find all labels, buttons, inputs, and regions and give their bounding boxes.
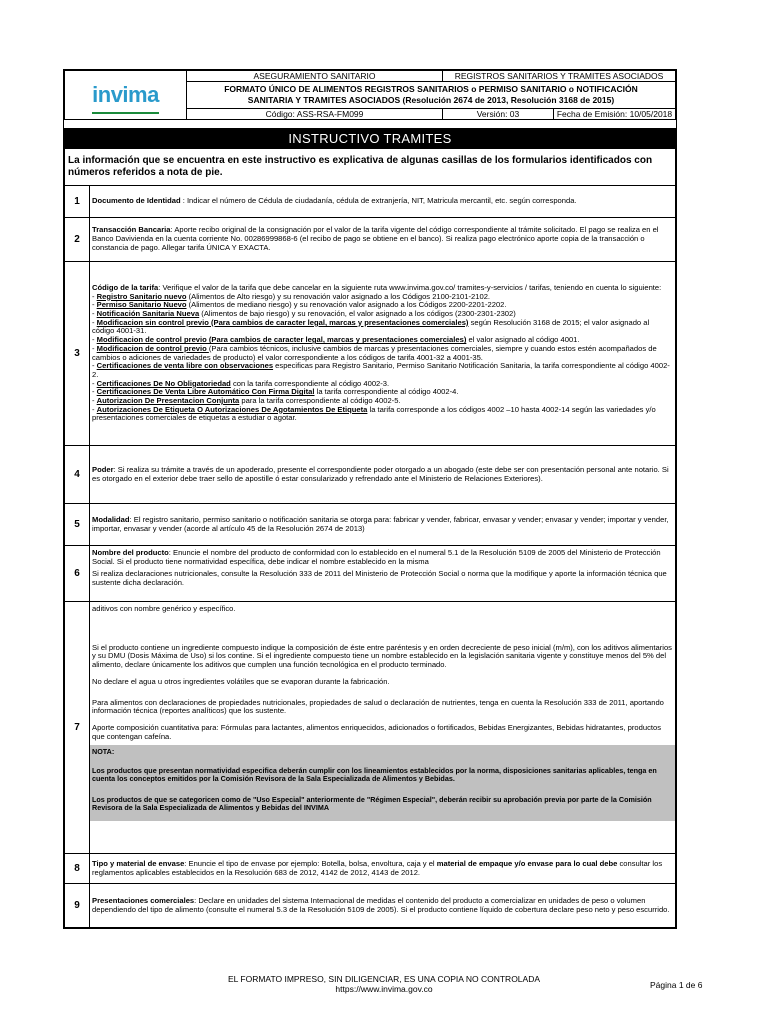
footer-disclaimer: EL FORMATO IMPRESO, SIN DILIGENCIAR, ES UNA COPIA NO CONTROLADA bbox=[227, 974, 541, 984]
item-text: el valor asignado al código 4001. bbox=[466, 335, 580, 345]
row-number: 5 bbox=[65, 504, 90, 546]
item-text: especificas para Registro Sanitario, Permiso Sanitario Notificación Sanitaria, la tarifa correspondiente al código 4002-2. bbox=[92, 361, 670, 379]
paragraph: Para alimentos con declaraciones de propiedades nutricionales, propiedades de salud o declaración de nutrientes, tenga en cuenta la Resolución 333 de 2011, aportando información técnica (reportes analíticos) que los sustente. bbox=[92, 697, 664, 716]
row-label: Poder bbox=[92, 464, 114, 474]
row-text: : Enuncie el tipo de envase por ejemplo: Botella, bolsa, envoltura, caja y el bbox=[184, 858, 437, 868]
row-label-2: material de empaque y/o envase para lo cual debe bbox=[436, 858, 618, 868]
row-number: 4 bbox=[65, 446, 90, 504]
row-label: Nombre del producto bbox=[92, 548, 169, 557]
item-label: Certificaciones De No Obligatoriedad bbox=[96, 378, 231, 388]
item-text: (Alimentos de mediano riesgo) y su renovación valor asignado a los Códigos 2200-2201-2202. bbox=[186, 300, 507, 310]
item-label: Notificación Sanitaria Nueva bbox=[96, 308, 200, 318]
row-content bbox=[90, 854, 676, 884]
list-item: - Permiso Sanitario Nuevo (Alimentos de mediano riesgo) y su renovación valor asignado a los Códigos 2200-2201-2202. bbox=[92, 300, 507, 310]
item-label: Permiso Sanitario Nuevo bbox=[96, 300, 187, 310]
row-content bbox=[90, 446, 676, 504]
paragraph: Aporte composición cuantitativa para: Fórmulas para lactantes, alimentos enriquecidos, adicionados o fortificados, Bebidas Energizantes, Bebidas hidratantes, productos que contengan cafeína. bbox=[92, 722, 662, 741]
table-row bbox=[65, 602, 676, 854]
table-row bbox=[65, 504, 676, 546]
area-cell: ASEGURAMIENTO SANITARIO bbox=[187, 71, 443, 82]
item-label: Registro Sanitario nuevo bbox=[96, 291, 187, 301]
list-item: - Autorizaciones De Etiqueta O Autorizaciones De Agotamientos De Etiqueta la tarifa corresponde a los códigos 4002 –10 hasta 4002-14 según las variedades y/o presentaciones comerciales de etiquetas a estudiar o agotar. bbox=[92, 404, 656, 423]
title-line-1: FORMATO ÚNICO DE ALIMENTOS REGISTROS SANITARIOS o PERMISO SANITARIO o NOTIFICACIÓN bbox=[224, 84, 638, 94]
table-row bbox=[65, 218, 676, 262]
row-label: Modalidad bbox=[92, 514, 130, 524]
row-content bbox=[90, 186, 676, 218]
list-item: - Certificaciones de venta libre con observaciones especificas para Registro Sanitario, Permiso Sanitario Notificación Sanitaria, la tarifa correspondiente al código 4002-2. bbox=[92, 361, 670, 379]
code-cell: Código: ASS-RSA-FM099 bbox=[187, 109, 443, 120]
instructions-table bbox=[64, 128, 676, 928]
item-label: Modificacion sin control previo (Para cambios de caracter legal, marcas y presentaciones comerciales) bbox=[96, 317, 469, 327]
version-cell: Versión: 03 bbox=[443, 109, 554, 120]
logo-cell bbox=[65, 71, 187, 120]
list-item: - Certificaciones De No Obligatoriedad con la tarifa correspondiente al código 4002-3. bbox=[92, 378, 390, 388]
nota-block bbox=[90, 745, 675, 821]
row-label: Presentaciones comerciales bbox=[92, 895, 195, 905]
title-line-2: SANITARIA Y TRAMITES ASOCIADOS (Resolución 2674 de 2013, Resolución 3168 de 2015) bbox=[247, 95, 615, 105]
table-row bbox=[65, 262, 676, 446]
row-label: Código de la tarifa bbox=[92, 282, 159, 292]
row-content bbox=[90, 218, 676, 262]
list-item: - Notificación Sanitaria Nueva (Alimentos de bajo riesgo) y su renovación, el valor asignado a los códigos (2300-2301-2302) bbox=[92, 308, 516, 318]
nota-paragraph: Los productos de que se categoricen como de "Uso Especial" anteriormente de "Régimen Especial", deberán recibir su aprobación previa por parte de la Comisión Revisora de la Sala Especializada de Alimentos y Bebidas del INVIMA bbox=[92, 794, 652, 812]
row-text-2: Si realiza declaraciones nutricionales, consulte la Resolución 333 de 2011 del Ministerio de Protección Social o norma que la modifique y aporte la información técnica que sustente dicha declaración. bbox=[92, 569, 667, 588]
row-text-2: consultar los reglamentos aplicables establecidos en la Resolución 683 de 2012, 4142 de 2012, 4143 de 2012. bbox=[92, 858, 663, 877]
item-text: (Alimentos de Alto riesgo) y su renovación valor asignado a los Códigos 2100-2101-2102. bbox=[186, 291, 491, 301]
emission-date-cell: Fecha de Emisión: 10/05/2018 bbox=[554, 109, 676, 120]
row-text: : Si realiza su trámite a través de un apoderado, presente el correspondiente poder otorgado a un abogado (este debe ser con presentación personal ante notario. Si es otorgado en el exterior debe traer sello de apostille ó estar consularizado y refrendado ante el Ministerio de Relaciones Exteriores). bbox=[92, 464, 669, 483]
row-label: Tipo y material de envase bbox=[92, 858, 185, 868]
list-item: - Modificacion de control previo (Para cambios de caracter legal, marcas y presentaciones comerciales) el valor asignado al código 4001. bbox=[92, 335, 580, 345]
item-text: la tarifa corresponde a los códigos 4002 –10 hasta 4002-14 según las variedades y/o presentaciones comerciales de etiquetas a estudiar o agotar. bbox=[92, 404, 656, 423]
list-item: - Registro Sanitario nuevo (Alimentos de Alto riesgo) y su renovación valor asignado a los Códigos 2100-2101-2102. bbox=[92, 291, 491, 301]
intro-text: La información que se encuentra en este instructivo es explicativa de algunas casillas de los formularios identificados con números referidos a nota de pie. bbox=[65, 149, 676, 186]
form-document bbox=[63, 69, 677, 929]
table-row bbox=[65, 884, 676, 928]
row-text: : Indicar el número de Cédula de ciudadanía, cédula de extranjería, NIT, Matricula mercantil, etc. según corresponda. bbox=[180, 196, 577, 206]
row-text: : Enuncie el nombre del producto de conformidad con lo establecido en el numeral 5.1 de la Resolución 5109 de 2005 del Ministerio de Protección Social. Si el producto tiene normatividad específica, debe indicar el nombre establecido en la misma bbox=[92, 548, 661, 566]
page-number: Página 1 de 6 bbox=[650, 980, 703, 990]
document-title bbox=[187, 82, 676, 109]
footer-url[interactable]: https://www.invima.gov.co bbox=[335, 984, 433, 994]
item-text: (Alimentos de bajo riesgo) y su renovación, el valor asignado a los códigos (2300-2301-2302) bbox=[199, 308, 516, 318]
row-number: 3 bbox=[65, 262, 90, 446]
row-text: : Verifique el valor de la tarifa que debe cancelar en la siguiente ruta www.invima.gov.co/ tramites-y-servicios / tarifas, teniendo en cuenta lo siguiente: bbox=[158, 282, 662, 292]
row-number: 1 bbox=[65, 186, 90, 218]
list-item: - Autorizacion De Presentacion Conjunta para la tarifa correspondiente al código 4002-5. bbox=[92, 396, 401, 406]
row-number: 8 bbox=[65, 854, 90, 884]
nota-paragraph: Los productos que presentan normatividad especifica deberán cumplir con los lineamientos establecidos por la norma, disposiciones sanitarias aplicables, tenga en cuenta los conceptos emitidos por la Comisión Revisora de la Sala Especializada de Alimentos y Bebidas. bbox=[92, 765, 657, 784]
header-table bbox=[64, 70, 676, 120]
item-text: según Resolución 3168 de 2015; el valor asignado al código 4001-31. bbox=[92, 317, 650, 336]
list-item: - Certificaciones De Venta Libre Automático Con Firma Digital la tarifa correspondiente al código 4002-4. bbox=[92, 387, 459, 397]
instructivo-title: INSTRUCTIVO TRAMITES bbox=[65, 129, 676, 149]
row-label: Documento de Identidad bbox=[92, 196, 181, 206]
row-number: 6 bbox=[65, 546, 90, 602]
row-text: : Aporte recibo original de la consignación por el valor de la tarifa vigente del código correspondiente al trámite solicitado. El pago se realiza en el Banco Davivienda en la cuenta corriente No. 00286999868-6 (el recibo de pago se obtiene en el banco). Si realiza pago electrónico aporte copia de la transacción o constancia de pago. Allegar tarifa ÚNICA Y EXACTA. bbox=[92, 225, 659, 252]
row-number: 7 bbox=[65, 602, 90, 854]
item-label: Certificaciones de venta libre con observaciones bbox=[96, 361, 274, 371]
row-text: : Declare en unidades del sistema Internacional de medidas el contenido del producto a comercializar en unidades de peso o volumen dependiendo del tipo de alimento (consulte el numeral 5.3 de la Resolución 5109 de 2005). Si el producto contiene líquido de cobertura declare peso neto y peso escurrido. bbox=[92, 895, 670, 914]
table-row bbox=[65, 186, 676, 218]
list-item: - Modificacion de control previo (Para cambios técnicos, inclusive cambios de marcas y presentaciones comerciales, siempre y cuando estos estén acompañados de cambios o adiciones de variedades de producto) el valor correspondiente a los códigos de tarifa 4001-32 a 4001-35. bbox=[92, 343, 657, 362]
invima-logo bbox=[92, 82, 159, 108]
process-cell: REGISTROS SANITARIOS Y TRAMITES ASOCIADOS bbox=[443, 71, 676, 82]
item-text: (Para cambios técnicos, inclusive cambios de marcas y presentaciones comerciales, siempre y cuando estos estén acompañados de cambios o adiciones de variedades de producto) el valor correspondiente a los códigos de tarifa 4001-32 a 4001-35. bbox=[92, 343, 657, 362]
row-content bbox=[90, 504, 676, 546]
item-label: Autorizacion De Presentacion Conjunta bbox=[96, 396, 240, 406]
table-row bbox=[65, 546, 676, 602]
logo-text: invima bbox=[92, 82, 159, 107]
item-label: Modificacion de control previo (Para cambios de caracter legal, marcas y presentaciones comerciales) bbox=[96, 335, 467, 345]
paragraph: No declare el agua u otros ingredientes volátiles que se evaporan durante la fabricación. bbox=[92, 676, 390, 686]
item-text: con la tarifa correspondiente al código 4002-3. bbox=[230, 378, 390, 388]
paragraph: aditivos con nombre genérico y específico. bbox=[92, 604, 236, 613]
item-text: la tarifa correspondiente al código 4002-4. bbox=[314, 387, 459, 397]
item-label: Modificacion de control previo bbox=[96, 343, 209, 353]
row-content bbox=[90, 884, 676, 928]
item-text: para la tarifa correspondiente al código 4002-5. bbox=[239, 396, 401, 406]
table-row bbox=[65, 854, 676, 884]
row-label: Transacción Bancaria bbox=[92, 225, 171, 235]
item-label: Autorizaciones De Etiqueta O Autorizaciones De Agotamientos De Etiqueta bbox=[96, 404, 368, 414]
list-item: - Modificacion sin control previo (Para cambios de caracter legal, marcas y presentaciones comerciales) según Resolución 3168 de 2015; el valor asignado al código 4001-31. bbox=[92, 317, 650, 336]
row-content bbox=[90, 262, 676, 446]
row-number: 9 bbox=[65, 884, 90, 928]
row-number: 2 bbox=[65, 218, 90, 262]
row-content bbox=[90, 602, 676, 854]
row-content bbox=[90, 546, 676, 602]
row-text: : El registro sanitario, permiso sanitario o notificación sanitaria se otorga para: fabricar y vender, fabricar, envasar y vender; envasar y vender; importar y vender, importar, envasar y vender (acorde al artículo 45 de la Resolución 2674 de 2013) bbox=[92, 514, 669, 533]
nota-label: NOTA: bbox=[92, 747, 115, 757]
paragraph: Si el producto contiene un ingrediente compuesto indique la composición de éste entre paréntesis y en orden decreciente de peso inicial (m/m), con los aditivos alimentarios y su DMU (Dosis Máxima de Uso) si los contine. Si el ingrediente compuesto tiene un nombre establecido en la legislación sanitaria vigente y constituye menos del 5% del alimento, declare únicamente los aditivos que cumplen una función tecnológica en el producto terminado. bbox=[92, 642, 672, 670]
item-label: Certificaciones De Venta Libre Automático Con Firma Digital bbox=[96, 387, 315, 397]
table-row bbox=[65, 446, 676, 504]
